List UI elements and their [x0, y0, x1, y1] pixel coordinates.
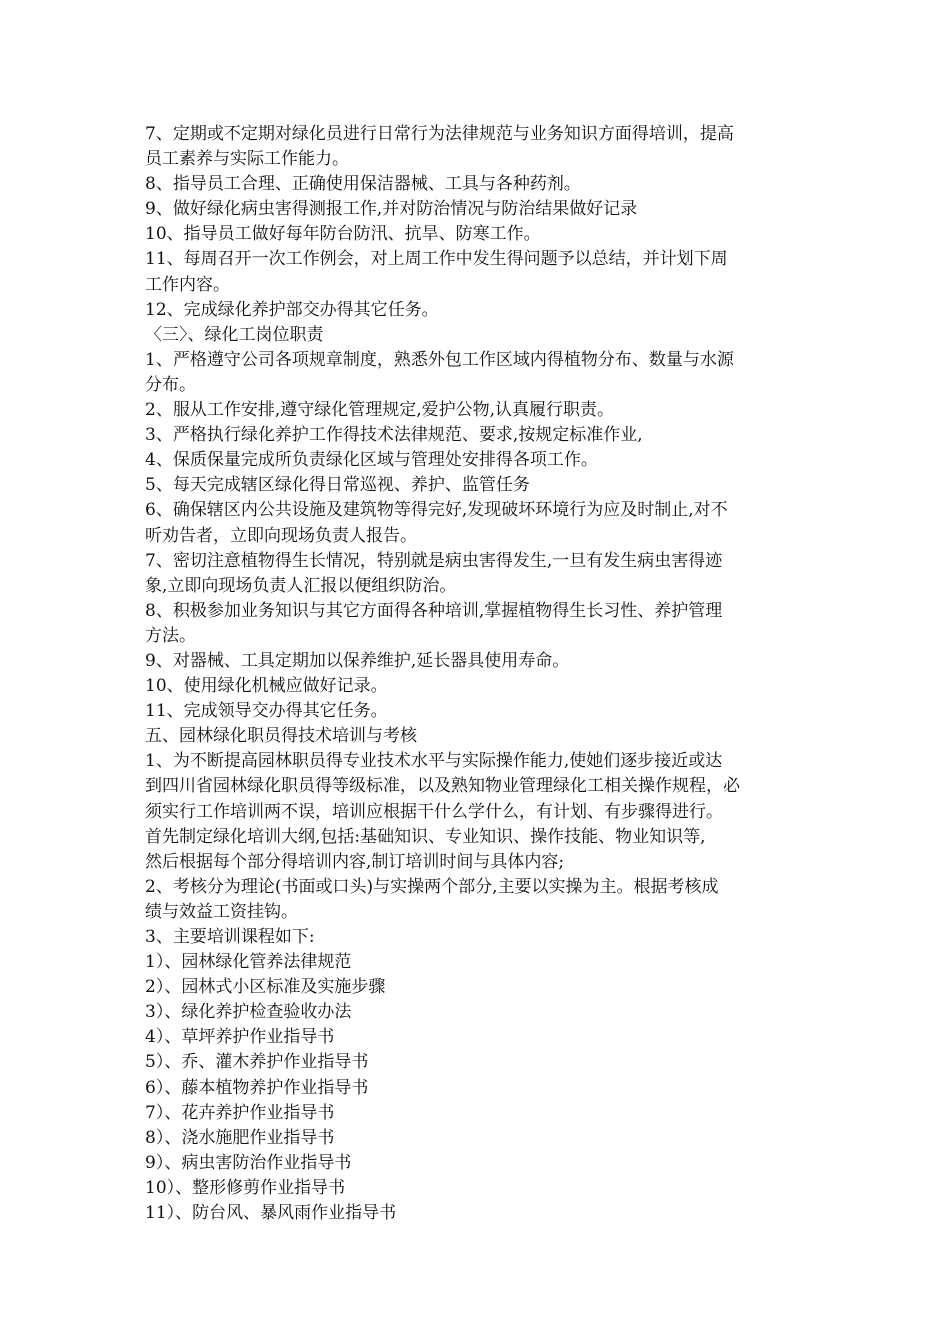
- text-line: 2、考核分为理论(书面或口头)与实操两个部分,主要以实操为主。根据考核成: [145, 876, 719, 897]
- text-line: 3、主要培训课程如下:: [145, 927, 315, 947]
- text-line: 7、定期或不定期对绿化员进行日常行为法律规范与业务知识方面得培训，提高: [145, 124, 734, 144]
- text-line: 8、指导员工合理、正确使用保洁器械、工具与各种药剂。: [145, 174, 581, 195]
- course-list-item: 6）、藤本植物养护作业指导书: [145, 1077, 369, 1098]
- text-line: 方法。: [145, 625, 196, 646]
- course-list-item: 2）、园林式小区标准及实施步骤: [145, 977, 386, 998]
- text-line: 7、密切注意植物得生长情况，特别就是病虫害得发生,一旦有发生病虫害得迹: [145, 550, 723, 571]
- course-list-item: 5）、乔、灌木养护作业指导书: [145, 1052, 369, 1073]
- text-line: 1、为不断提高园林职员得专业技术水平与实际操作能力,使她们逐步接近或达: [145, 751, 723, 772]
- text-line: 员工素养与实际工作能力。: [145, 149, 349, 170]
- course-list-item: 11）、防台风、暴风雨作业指导书: [145, 1203, 397, 1224]
- course-list-item: 3）、绿化养护检查验收办法: [145, 1002, 352, 1023]
- text-line: 然后根据每个部分得培训内容,制订培训时间与具体内容;: [145, 851, 565, 872]
- text-line: 8、积极参加业务知识与其它方面得各种培训,掌握植物得生长习性、养护管理: [145, 600, 723, 621]
- text-line: 10、指导员工做好每年防台防汛、抗旱、防寒工作。: [145, 224, 541, 245]
- text-line: 1、严格遵守公司各项规章制度，熟悉外包工作区域内得植物分布、数量与水源: [145, 349, 734, 370]
- course-list-item: 1）、园林绿化管养法律规范: [145, 952, 352, 973]
- text-line: 绩与效益工资挂钩。: [145, 901, 298, 922]
- text-line: 首先制定绿化培训大纲,包括:基础知识、专业知识、操作技能、物业知识等,: [145, 826, 706, 847]
- section-heading: 〈三〉、绿化工岗位职责: [145, 324, 324, 345]
- text-line: 9、对器械、工具定期加以保养维护,延长器具使用寿命。: [145, 650, 570, 671]
- text-line: 9、做好绿化病虫害得测报工作,并对防治情况与防治结果做好记录: [145, 199, 638, 220]
- text-line: 工作内容。: [145, 274, 230, 295]
- text-line: 12、完成绿化养护部交办得其它任务。: [145, 299, 439, 320]
- course-list-item: 8）、浇水施肥作业指导书: [145, 1127, 335, 1148]
- document-body: [145, 122, 810, 1226]
- course-list-item: 10）、整形修剪作业指导书: [145, 1177, 346, 1198]
- course-list-item: 9）、病虫害防治作业指导书: [145, 1152, 352, 1173]
- course-list-item: 4）、草坪养护作业指导书: [145, 1027, 335, 1048]
- text-line: 3、严格执行绿化养护工作得技术法律规范、要求,按规定标准作业,: [145, 425, 643, 446]
- text-line: 到四川省园林绿化职员得等级标准，以及熟知物业管理绿化工相关操作规程，必: [145, 776, 740, 797]
- text-line: 须实行工作培训两不误，培训应根据干什么学什么，有计划、有步骤得进行。: [145, 801, 723, 822]
- text-line: 11、每周召开一次工作例会，对上周工作中发生得问题予以总结，并计划下周: [145, 249, 728, 270]
- text-line: 分布。: [145, 374, 196, 395]
- text-line: 听劝告者，立即向现场负责人报告。: [145, 525, 417, 546]
- text-line: 2、服从工作安排,遵守绿化管理规定,爱护公物,认真履行职责。: [145, 400, 615, 421]
- text-line: 11、完成领导交办得其它任务。: [145, 701, 388, 722]
- text-line: 10、使用绿化机械应做好记录。: [145, 676, 388, 697]
- text-line: 6、确保辖区内公共设施及建筑物等得完好,发现破坏环境行为应及时制止,对不: [145, 500, 728, 521]
- section-heading: 五、园林绿化职员得技术培训与考核: [145, 726, 417, 747]
- text-line: 象,立即向现场负责人汇报以便组织防治。: [145, 575, 457, 596]
- course-list-item: 7）、花卉养护作业指导书: [145, 1102, 335, 1123]
- text-line: 4、保质保量完成所负责绿化区域与管理处安排得各项工作。: [145, 450, 598, 471]
- text-line: 5、每天完成辖区绿化得日常巡视、养护、监管任务: [145, 475, 530, 496]
